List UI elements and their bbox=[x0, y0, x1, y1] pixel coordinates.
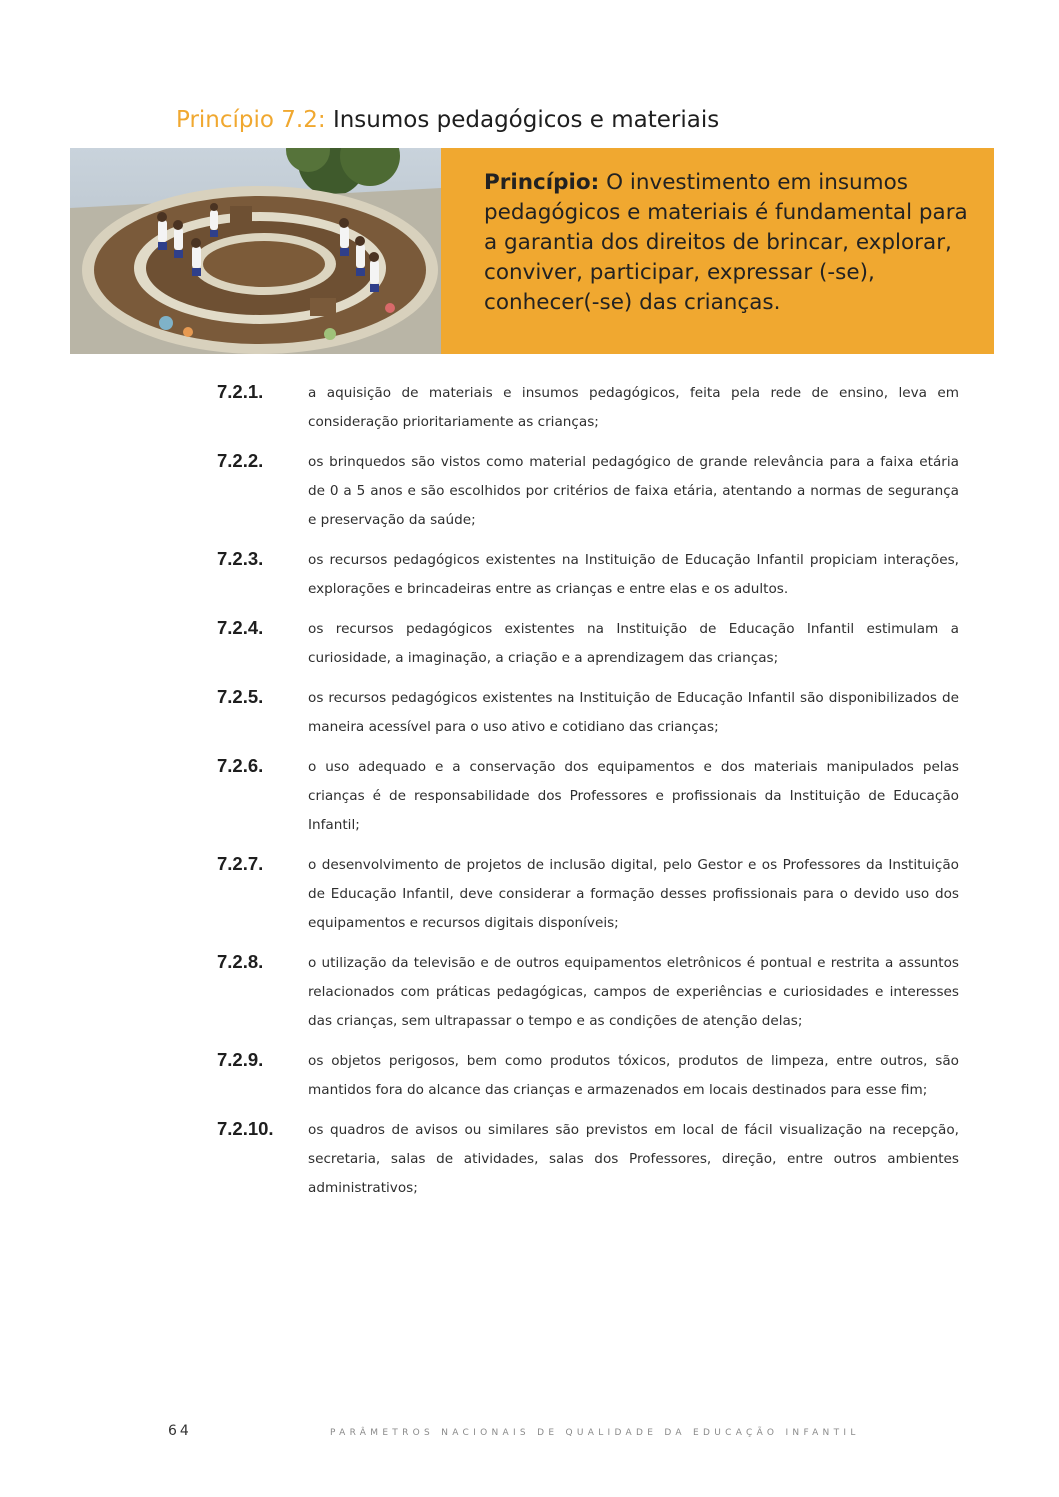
item-number: 7.2.9. bbox=[217, 1049, 264, 1070]
item-text: os recursos pedagógicos existentes na Instituição de Educação Infantil propiciam interações, explorações e brincadeiras entre as crianças e entre elas e os adultos. bbox=[308, 552, 959, 597]
criteria-list bbox=[217, 380, 959, 1215]
list-item bbox=[217, 1048, 959, 1105]
section-heading bbox=[176, 104, 719, 136]
list-item bbox=[217, 950, 959, 1036]
principle-box bbox=[441, 148, 994, 354]
list-item bbox=[217, 380, 959, 437]
section-heading-title: Insumos pedagógicos e materiais bbox=[332, 107, 720, 133]
item-number: 7.2.10. bbox=[217, 1118, 274, 1139]
principle-text: O investimento em insumos pedagógicos e materiais é fundamental para a garantia dos direitos de brincar, explorar, conviver, participar, expressar (-se), conhecer(-se) das crianças. bbox=[484, 170, 968, 315]
principle-banner bbox=[70, 148, 994, 354]
item-number: 7.2.7. bbox=[217, 853, 264, 874]
item-number: 7.2.6. bbox=[217, 755, 264, 776]
item-number: 7.2.2. bbox=[217, 450, 264, 471]
item-text: o utilização da televisão e de outros equipamentos eletrônicos é pontual e restrita a assuntos relacionados com práticas pedagógicas, campos de experiências e curiosidades e interesses das crianças, sem ultrapassar o tempo e as condições de atenção delas; bbox=[308, 955, 959, 1029]
item-text: os brinquedos são vistos como material pedagógico de grande relevância para a faixa etária de 0 a 5 anos e são escolhidos por critérios de faixa etária, atentando a normas de segurança e preservação da saúde; bbox=[308, 454, 959, 528]
list-item bbox=[217, 547, 959, 604]
children-garden-photo bbox=[70, 148, 441, 354]
principle-label: Princípio: bbox=[484, 170, 600, 195]
list-item bbox=[217, 852, 959, 938]
item-text: o desenvolvimento de projetos de inclusão digital, pelo Gestor e os Professores da Instituição de Educação Infantil, deve considerar a formação desses profissionais para o devido uso dos equipamentos e recursos digitais disponíveis; bbox=[308, 857, 959, 931]
item-text: os recursos pedagógicos existentes na Instituição de Educação Infantil são disponibilizados de maneira acessível para o uso ativo e cotidiano das crianças; bbox=[308, 690, 959, 735]
section-heading-prefix: Princípio 7.2: bbox=[176, 107, 326, 133]
item-text: os recursos pedagógicos existentes na Instituição de Educação Infantil estimulam a curiosidade, a imaginação, a criação e a aprendizagem das crianças; bbox=[308, 621, 959, 666]
page-number: 64 bbox=[168, 1423, 192, 1439]
item-number: 7.2.4. bbox=[217, 617, 264, 638]
item-number: 7.2.1. bbox=[217, 381, 264, 402]
item-number: 7.2.3. bbox=[217, 548, 264, 569]
item-text: os objetos perigosos, bem como produtos tóxicos, produtos de limpeza, entre outros, são mantidos fora do alcance das crianças e armazenados em locais destinados para esse fim; bbox=[308, 1053, 959, 1098]
list-item bbox=[217, 449, 959, 535]
running-footer-title: PARÂMETROS NACIONAIS DE QUALIDADE DA EDUCAÇÃO INFANTIL bbox=[330, 1428, 860, 1438]
item-number: 7.2.8. bbox=[217, 951, 264, 972]
item-number: 7.2.5. bbox=[217, 686, 264, 707]
list-item bbox=[217, 754, 959, 840]
list-item bbox=[217, 616, 959, 673]
list-item bbox=[217, 1117, 959, 1203]
list-item bbox=[217, 685, 959, 742]
item-text: os quadros de avisos ou similares são previstos em local de fácil visualização na recepção, secretaria, salas de atividades, salas dos Professores, direção, entre outros ambientes administrativos; bbox=[308, 1122, 959, 1196]
item-text: a aquisição de materiais e insumos pedagógicos, feita pela rede de ensino, leva em consideração prioritariamente as crianças; bbox=[308, 385, 959, 430]
item-text: o uso adequado e a conservação dos equipamentos e dos materiais manipulados pelas crianças é de responsabilidade dos Professores e profissionais da Instituição de Educação Infantil; bbox=[308, 759, 959, 833]
